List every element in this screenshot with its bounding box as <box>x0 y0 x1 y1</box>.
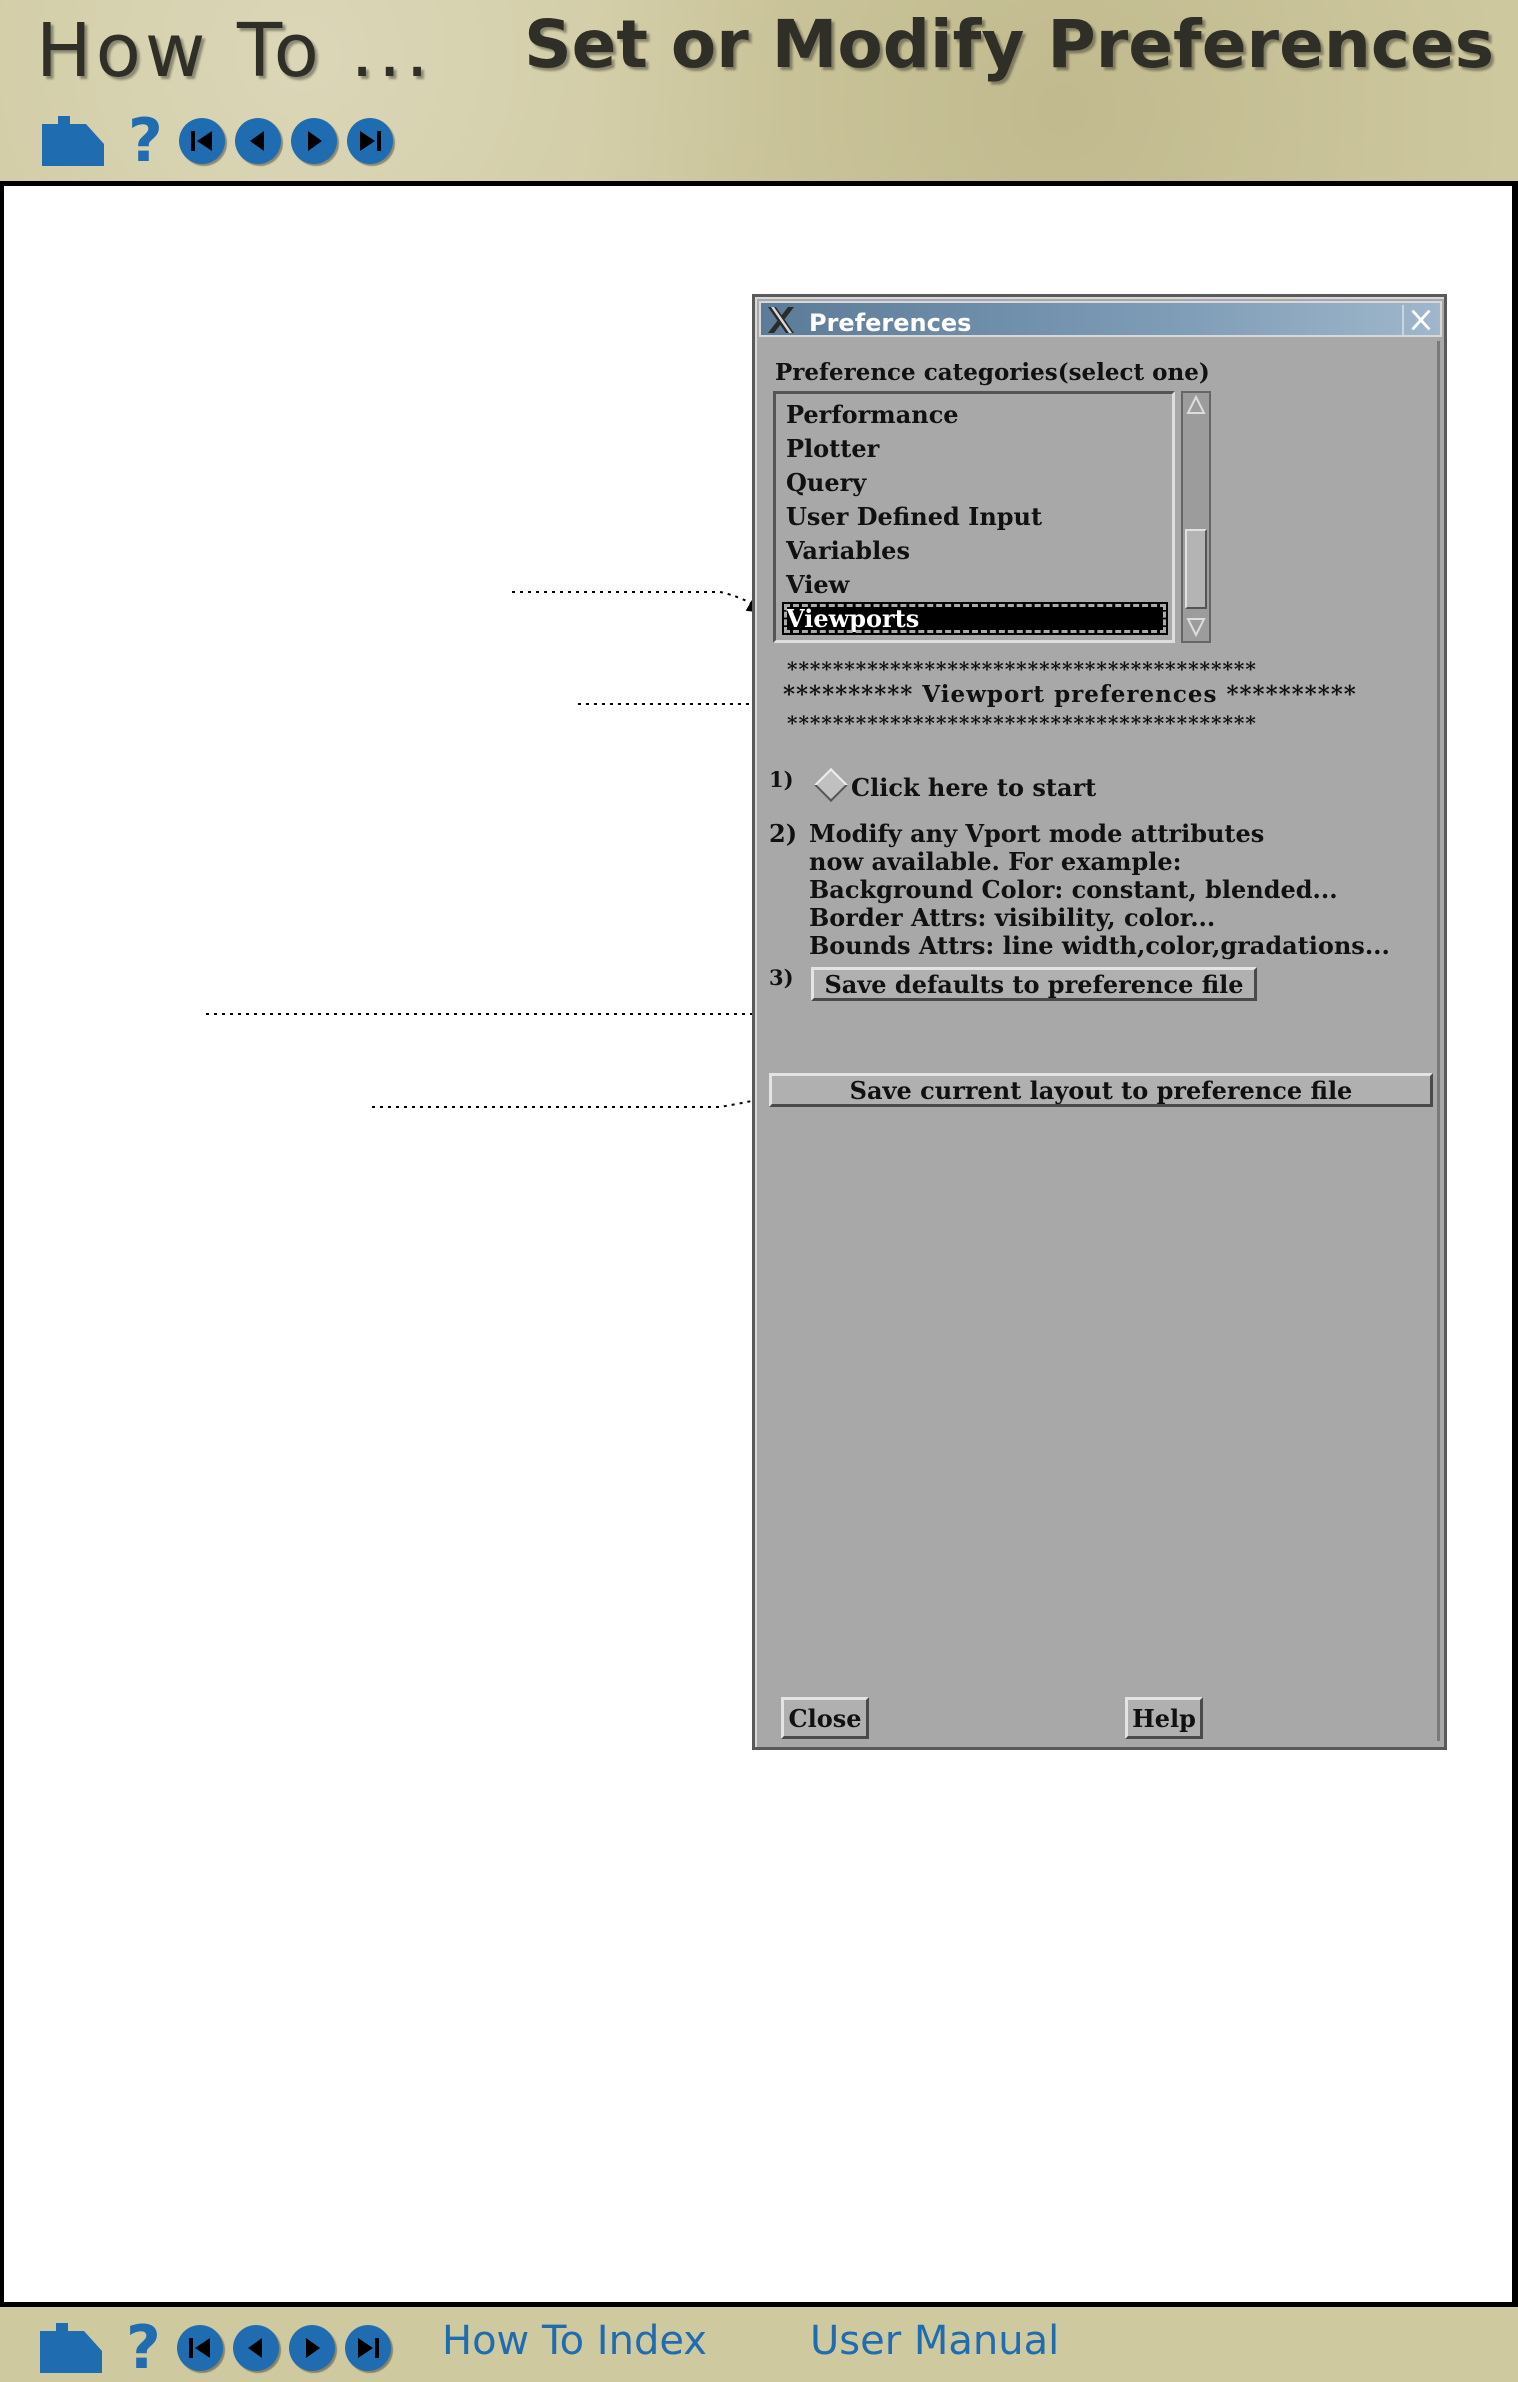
page-frame-right <box>1512 186 1518 2302</box>
close-button[interactable]: Close <box>781 1697 869 1739</box>
categories-list[interactable] <box>773 391 1175 643</box>
page-title: Set or Modify Preferences <box>524 6 1494 83</box>
next-page-icon[interactable] <box>289 2325 335 2371</box>
stars-line-bottom: ***************************************** <box>787 711 1257 735</box>
preferences-window <box>752 294 1447 1750</box>
list-item-plotter[interactable]: Plotter <box>786 434 880 463</box>
save-defaults-button[interactable]: Save defaults to preference file <box>811 967 1257 1001</box>
home-icon[interactable] <box>38 2321 104 2375</box>
step2-line: Bounds Attrs: line width,color,gradations... <box>809 931 1390 960</box>
howto-heading: How To ... <box>36 8 433 94</box>
scroll-down-arrow-icon[interactable] <box>1186 617 1206 637</box>
list-item-performance[interactable]: Performance <box>786 400 959 429</box>
step2-line: Modify any Vport mode attributes <box>809 819 1265 848</box>
page-frame-left <box>0 186 4 2302</box>
user-manual-link[interactable]: User Manual <box>810 2318 1060 2364</box>
list-item-view[interactable]: View <box>786 570 850 599</box>
window-right-edge <box>1437 341 1440 1741</box>
list-item-query[interactable]: Query <box>786 468 867 497</box>
step2-line: Border Attrs: visibility, color... <box>809 903 1216 932</box>
categories-label: Preference categories(select one) <box>775 359 1210 386</box>
next-page-icon[interactable] <box>291 118 337 164</box>
window-title: Preferences <box>809 309 972 337</box>
scroll-up-arrow-icon[interactable] <box>1186 395 1206 415</box>
list-item-user-defined-input[interactable]: User Defined Input <box>786 502 1043 531</box>
stars-line-top: ***************************************** <box>787 657 1257 681</box>
leader-save-defaults <box>206 982 826 1014</box>
step1-label[interactable]: Click here to start <box>851 773 1097 802</box>
last-page-icon[interactable] <box>345 2325 391 2371</box>
step2-number: 2) <box>769 819 798 848</box>
scroll-thumb[interactable] <box>1185 529 1207 609</box>
header-banner <box>0 0 1518 186</box>
save-layout-button[interactable]: Save current layout to preference file <box>769 1073 1433 1107</box>
list-item-variables[interactable]: Variables <box>786 536 910 565</box>
close-icon[interactable] <box>1402 305 1436 335</box>
first-page-icon[interactable] <box>177 2325 223 2371</box>
help-icon[interactable]: ? <box>128 106 163 176</box>
categories-scrollbar[interactable] <box>1181 391 1211 643</box>
x-logo-icon[interactable] <box>765 305 797 335</box>
start-radio[interactable] <box>814 768 848 802</box>
window-titlebar[interactable] <box>759 301 1442 337</box>
list-item-viewports[interactable]: Viewports <box>782 602 1168 635</box>
previous-page-icon[interactable] <box>233 2325 279 2371</box>
step2-line: Background Color: constant, blended... <box>809 875 1338 904</box>
last-page-icon[interactable] <box>347 118 393 164</box>
help-button[interactable]: Help <box>1125 1697 1203 1739</box>
first-page-icon[interactable] <box>179 118 225 164</box>
help-icon[interactable]: ? <box>126 2313 161 2382</box>
step3-number: 3) <box>769 965 794 990</box>
step2-line: now available. For example: <box>809 847 1182 876</box>
section-title: ********** Viewport preferences ********** <box>783 681 1357 708</box>
step1-number: 1) <box>769 767 794 792</box>
leader-save-layout <box>372 1088 812 1107</box>
home-icon[interactable] <box>40 114 106 168</box>
footer-nav <box>38 2313 401 2382</box>
leader-viewports <box>512 592 768 612</box>
header-nav <box>40 106 403 176</box>
footer-bar <box>0 2302 1518 2382</box>
howto-index-link[interactable]: How To Index <box>442 2318 707 2364</box>
previous-page-icon[interactable] <box>235 118 281 164</box>
